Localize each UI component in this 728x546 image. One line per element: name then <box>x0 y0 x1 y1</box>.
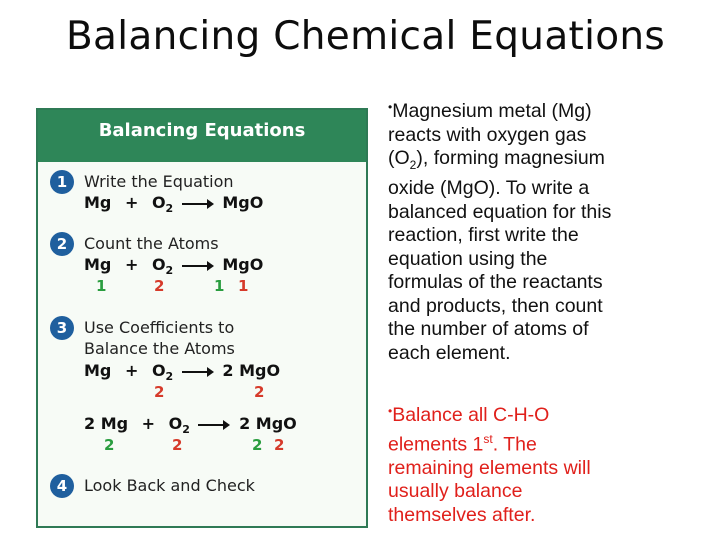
eq-product: MgO <box>222 193 264 212</box>
step-3-label-line1: Use Coefficients to <box>84 318 235 337</box>
bullet-2-line-5: themselves after. <box>388 503 536 526</box>
balancing-equations-figure <box>36 108 368 528</box>
eq-o-subscript: 2 <box>165 202 174 216</box>
step-3-label-line2: Balance the Atoms <box>84 339 235 358</box>
bullet-1-line-1: Magnesium metal (Mg) <box>392 100 592 122</box>
eq-o-subscript: 2 <box>182 423 190 437</box>
atom-count-o-right: 2 <box>254 383 265 401</box>
bullet-1-line-3-sub: 2 <box>409 157 417 172</box>
step-4-label: Look Back and Check <box>84 476 255 495</box>
bullet-balance-tip <box>388 400 591 527</box>
atom-count-mg-left: 1 <box>96 277 107 295</box>
atom-count-o-left: 2 <box>172 436 183 454</box>
equation-write <box>84 193 263 215</box>
eq-product: 2 MgO <box>222 361 281 380</box>
bullet-2-line-2-post: . The <box>492 433 537 455</box>
step-1-number: 1 <box>50 170 74 194</box>
step-3-number: 3 <box>50 316 74 340</box>
bullet-1-line-10: the number of atoms of <box>388 318 589 341</box>
atom-count-o-left: 2 <box>154 277 165 295</box>
bullet-1-line-4: oxide (MgO). To write a <box>388 177 590 200</box>
eq-o-subscript: 2 <box>165 264 174 278</box>
bullet-magnesium-reaction <box>388 96 611 365</box>
equation-coefficients-1 <box>84 361 280 383</box>
eq-plus: + <box>124 193 139 212</box>
step-2-number: 2 <box>50 232 74 256</box>
equation-coefficients-2 <box>84 414 297 436</box>
eq-reactant-mg: Mg <box>84 361 112 380</box>
equation-count <box>84 255 263 277</box>
bullet-1-line-2: reacts with oxygen gas <box>388 123 587 146</box>
eq-reactant-mg: Mg <box>84 193 112 212</box>
bullet-1-line-6: reaction, first write the <box>388 224 579 247</box>
eq-reactant-o: O <box>151 361 166 380</box>
atom-count-o-right: 1 <box>238 277 249 295</box>
eq-plus: + <box>141 414 156 433</box>
atom-count-o-left: 2 <box>154 383 165 401</box>
eq-reactant-mg: 2 Mg <box>84 414 129 433</box>
eq-reactant-o: O <box>151 193 166 212</box>
atom-count-mg-right: 1 <box>214 277 225 295</box>
figure-header <box>38 110 366 162</box>
step-2-label: Count the Atoms <box>84 234 219 253</box>
bullet-1-line-8: formulas of the reactants <box>388 271 603 294</box>
bullet-mark: • <box>388 100 393 114</box>
reaction-arrow-icon <box>197 419 231 431</box>
bullet-2-line-4: usually balance <box>388 480 523 502</box>
bullet-1-line-5: balanced equation for this <box>388 200 612 223</box>
atom-count-mg-right: 2 <box>252 436 263 454</box>
step-1-label: Write the Equation <box>84 172 234 191</box>
bullet-1-line-7: equation using the <box>388 247 548 270</box>
eq-reactant-mg: Mg <box>84 255 112 274</box>
atom-count-o-right: 2 <box>274 436 285 454</box>
reaction-arrow-icon <box>181 198 215 210</box>
eq-reactant-o: O <box>168 414 183 433</box>
bullet-2-line-2-sup: st <box>483 431 493 446</box>
eq-product: 2 MgO <box>239 414 297 433</box>
atom-count-mg-left: 2 <box>104 436 115 454</box>
eq-plus: + <box>124 255 139 274</box>
bullet-mark: • <box>388 404 393 418</box>
bullet-2-line-3: remaining elements will <box>388 456 591 479</box>
bullet-2-line-2-pre: elements 1 <box>388 433 484 455</box>
figure-header-label: Balancing Equations <box>98 120 306 141</box>
eq-product: MgO <box>222 255 264 274</box>
reaction-arrow-icon <box>181 260 215 272</box>
eq-reactant-o: O <box>151 255 166 274</box>
bullet-2-line-1: Balance all C-H-O <box>392 404 550 426</box>
bullet-1-line-9: and products, then count <box>388 294 603 317</box>
reaction-arrow-icon <box>181 366 215 378</box>
step-4-number: 4 <box>50 474 74 498</box>
bullet-1-line-3-post: ), forming magnesium <box>416 147 605 169</box>
bullet-1-line-11: each element. <box>388 341 511 364</box>
eq-o-subscript: 2 <box>165 370 174 384</box>
slide-title: Balancing Chemical Equations <box>66 14 666 59</box>
bullet-1-line-3-pre: (O <box>388 147 410 169</box>
eq-plus: + <box>124 361 139 380</box>
figure-body <box>38 162 366 526</box>
